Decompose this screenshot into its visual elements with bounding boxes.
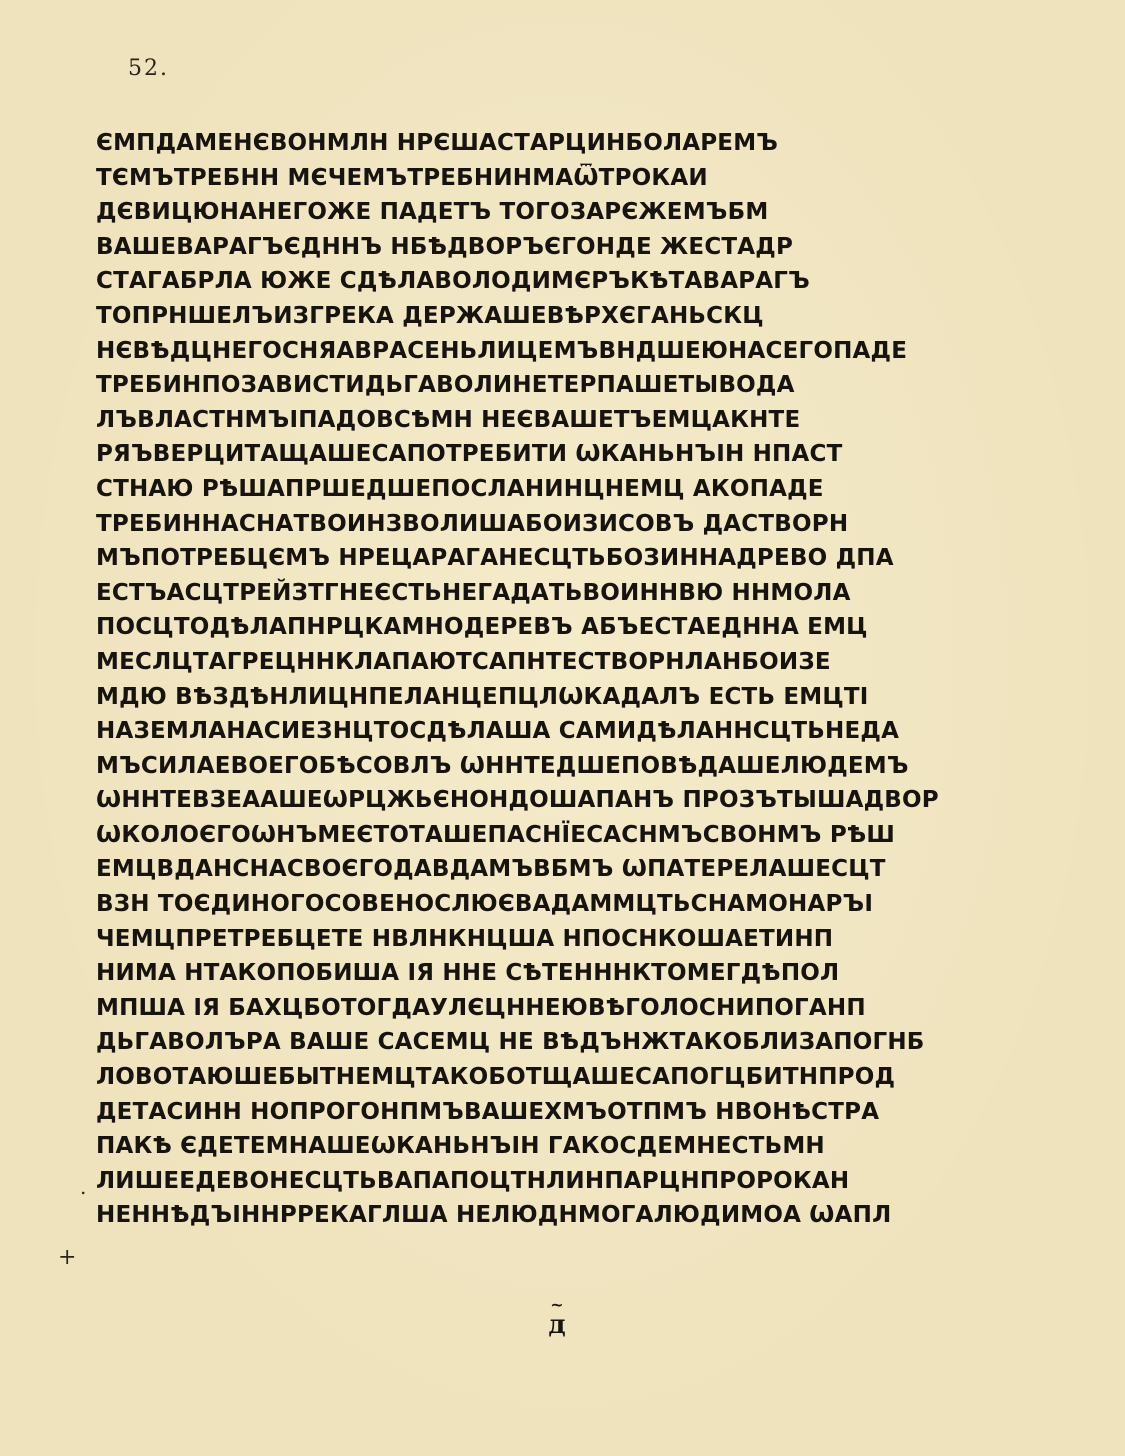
text-line: НЄВѢДЦНЕГОСНЯАВРАСЕНЬЛИЦЕМЪВНДШЕЮНАСЕГОПАДЕ xyxy=(96,337,908,364)
text-line: МПША ІЯ БАХЦБОТОГДАУЛЄЦННЕЮВѢГОЛОСНИПОГАНП xyxy=(96,994,866,1021)
text-line: ВЗН ТОЄДИНОГОСОВЕНОСЛЮЄВАДАММЦТЬСНАМОНАРЪІ xyxy=(96,891,874,918)
text-line: ЄМПДАМЕНЄВОНМЛН НРЄШАСТАРЦИНБОЛАРЕМЪ xyxy=(96,130,779,156)
text-line: ТРЕБИННАСНАТВОИНЗВОЛИШАБОИЗИСОВЪ ДАСТВОРН xyxy=(96,510,849,537)
margin-dot-mark: . xyxy=(80,1175,87,1199)
text-line: ѠКОЛОЄГОѠНЪМЕЄТОТАШЕПАСНЇЕСАСНМЪСВОНМЪ РѢШ xyxy=(96,821,896,848)
text-line: ЕСТЪАСЦТРЕЙЗТГНЕЄСТЬНЕГАДАТЬВОИННВЮ ННМОЛА xyxy=(96,579,851,606)
text-line: ѠННТЕВЗЕААШЕѠРЦЖЬЄНОНДОШАПАНЪ ПРОЗЪТЫШАДВОР xyxy=(96,787,939,814)
text-line: ЛЪВЛАСТНМЪІПАДОВСѢМН НЕЄВАШЕТЪЕМЦАКНТЕ xyxy=(96,406,801,433)
text-line: ЛОВОТАЮШЕБЫТНЕМЦТАКОБОТЩАШЕСАПОГЦБИТНПРОД xyxy=(96,1064,896,1091)
text-line: МЕСЛЦТАГРЕЦННКЛАПАЮТСАПНТЕСТВОРНЛАНБОИЗЕ xyxy=(96,648,831,675)
text-line: РЯЪВЕРЦИТАЩАШЕСАПОТРЕБИТИ ѠКАНЬНЪІН НПАСТ xyxy=(96,441,843,468)
margin-plus-mark: + xyxy=(58,1245,77,1270)
signature-tilde: ~ xyxy=(550,1295,564,1314)
text-line: МДЮ ВѢЗДѢНЛИЦНПЕЛАНЦЕПЦЛѠКАДАЛЪ ЕСТЬ ЕМЦТІ xyxy=(96,683,869,710)
text-line: ТОПРНШЕЛЪИЗГРЕКА ДЕРЖАШЕВѢРХЄГАНЬСКЦ xyxy=(96,302,764,329)
text-line: СТНАЮ РѢШАПРШЕДШЕПОСЛАНИНЦНЕМЦ АКОПАДЕ xyxy=(96,475,824,502)
text-line: НАЗЕМЛАНАСИЕЗНЦТОСДѢЛАША САМИДѢЛАННСЦТЬНЕДА xyxy=(96,718,900,745)
signature-letter: д xyxy=(548,1310,566,1340)
text-line: ДЬГАВОЛЪРА ВАШЕ САСЕМЦ НЕ ВѢДЪНЖТАКОБЛИЗАПОГНБ xyxy=(96,1029,925,1056)
text-line: ЛИШЕЕДЕВОНЕСЦТЬВАПАПОЦТНЛИНПАРЦНПРОРОКАН xyxy=(96,1167,850,1194)
text-line: ВАШЕВАРАГЪЄДННЪ НБѢДВОРЪЄГОНДЕ ЖЕСТАДР xyxy=(96,233,794,260)
text-line: ЕМЦВДАНСНАСВОЄГОДАВДАМЪВБМЪ ѠПАТЕРЕЛАШЕСЦТ xyxy=(96,856,886,883)
text-line: ПОСЦТОДѢЛАПНРЦКАМНОДЕРЕВЪ АБЪЕСТАЕДННА ЕМЦ xyxy=(96,614,868,641)
text-line: ТЄМЪТРЕБНН МЄЧЕМЪТРЕБНИНМАѾТРОКАИ xyxy=(96,164,708,191)
text-line: НЕННѢДЪІННРРЕКАГЛША НЕЛЮДНМОГАЛЮДИМОА ѠАПЛ xyxy=(96,1202,892,1229)
text-line: ДЕТАСИНН НОПРОГОНПМЪВАШЕХМЪОТПМЪ НВОНѢСТРА xyxy=(96,1098,880,1125)
text-line: СТАГАБРЛА ЮЖЕ СДѢЛАВОЛОДИМЄРЪКѢТАВАРАГЪ xyxy=(96,268,810,295)
manuscript-text-block xyxy=(96,126,1096,1233)
text-line: МЪСИЛАЕВОЕГОБѢСОВЛЪ ѠННТЕДШЕПОВѢДАШЕЛЮДЕМЪ xyxy=(96,752,909,779)
text-line: НИМА НТАКОПОБИША ІЯ ННЕ СѢТЕНННКТОМЕГДѢПОЛ xyxy=(96,960,840,987)
text-line: ПАКѢ ЄДЕТЕМНАШЕѠКАНЬНЪІН ГАКОСДЕМНЕСТЬМН xyxy=(96,1133,825,1160)
page-number: 52. xyxy=(128,56,169,81)
text-line: ЧЕМЦПРЕТРЕБЦЕТЕ НВЛНКНЦША НПОСНКОШАЕТИНП xyxy=(96,925,834,952)
signature-mark xyxy=(537,1295,577,1340)
text-line: ТРЕБИНПОЗАВИСТИДЬГАВОЛИНЕТЕРПАШЕТЫВОДА xyxy=(96,372,795,399)
text-line: МЪПОТРЕБЦЄМЪ НРЕЦАРАГАНЕСЦТЬБОЗИННАДРЕВО ДПА xyxy=(96,545,894,572)
text-line: ДЄВИЦЮНАНЕГОЖЕ ПАДЕТЪ ТОГОЗАРЄЖЕМЪБМ xyxy=(96,199,769,226)
